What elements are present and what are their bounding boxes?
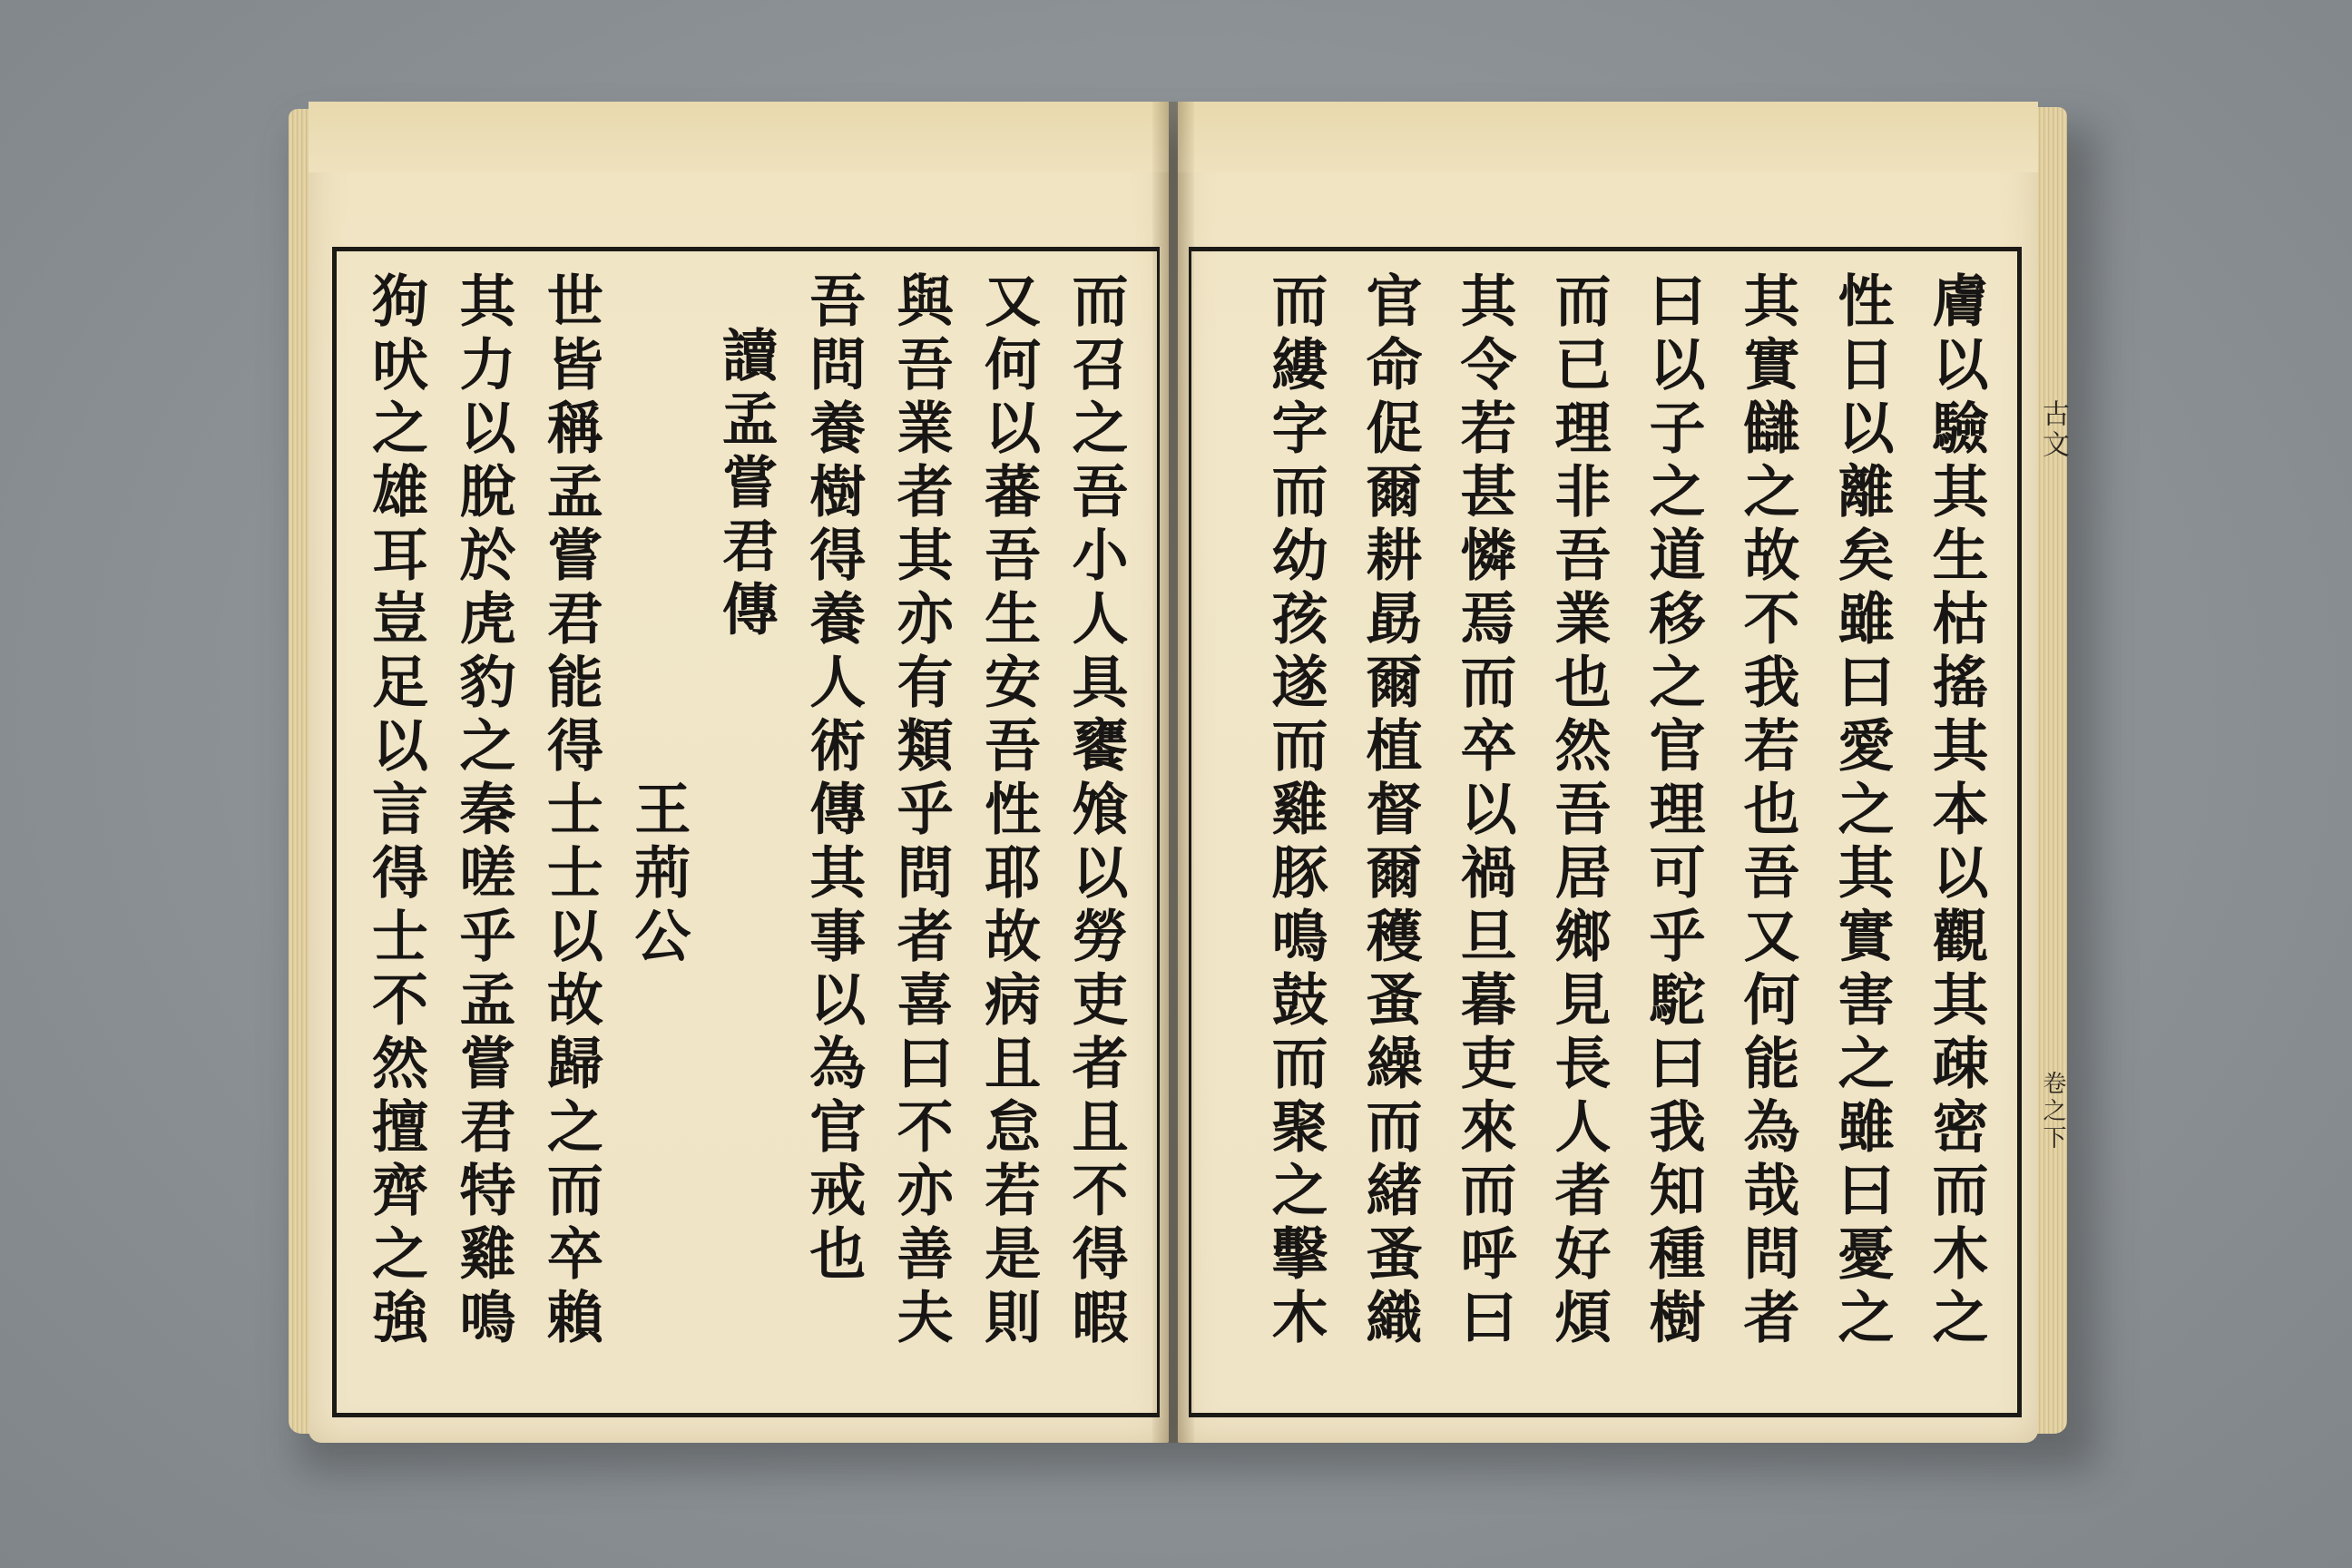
essay-author: 王荊公	[624, 779, 691, 970]
right-column-8: 而縷字而幼孩遂而雞豚鳴鼓而聚之擊木	[1262, 271, 1328, 1351]
right-column-2: 性日以離矣雖曰愛之其實害之雖曰憂之	[1828, 271, 1895, 1351]
right-page-top-band	[1178, 102, 2038, 172]
right-column-5: 而已理非吾業也然吾居鄉見長人者好煩	[1545, 271, 1612, 1351]
right-column-7: 官命促爾耕勗爾植督爾穫蚤繰而緒蚤織	[1357, 271, 1423, 1351]
left-column-4: 吾問養樹得養人術傳其事以為官戒也	[799, 271, 867, 1288]
left-page-columns	[353, 271, 1141, 1393]
right-page-text-frame	[1189, 247, 2022, 1417]
right-page-columns	[1208, 271, 2001, 1393]
left-column-7: 世皆稱孟嘗君能得士士以故歸之而卒賴	[537, 271, 604, 1351]
right-column-4: 曰以子之道移之官理可乎駝曰我知種樹	[1640, 271, 1706, 1351]
left-column-2: 又何以蕃吾生安吾性耶故病且怠若是則	[975, 271, 1042, 1351]
right-column-6: 其令若甚憐焉而卒以禍旦暮吏來而呼曰	[1451, 271, 1517, 1351]
right-margin-label: 古文	[2037, 399, 2069, 461]
right-column-3: 其實讎之故不我若也吾又何能為哉問者	[1734, 271, 1800, 1351]
left-page-top-band	[309, 102, 1169, 172]
right-column-1: 膚以驗其生枯搖其本以觀其疎密而木之	[1923, 271, 1989, 1351]
left-column-3: 與吾業者其亦有類乎問者喜曰不亦善夫	[887, 271, 955, 1351]
left-column-1: 而召之吾小人具饔飧以勞吏者且不得暇	[1063, 271, 1129, 1351]
left-column-9: 狗吠之雄耳豈足以言得士不然擅齊之強	[362, 271, 429, 1351]
right-margin-label-lower: 卷之下	[2039, 1071, 2066, 1152]
left-column-8: 其力以脫於虎豹之秦嗟乎孟嘗君特雞鳴	[449, 271, 516, 1351]
left-page-text-frame	[332, 247, 1160, 1417]
essay-title: 讀孟嘗君傳	[712, 326, 779, 643]
